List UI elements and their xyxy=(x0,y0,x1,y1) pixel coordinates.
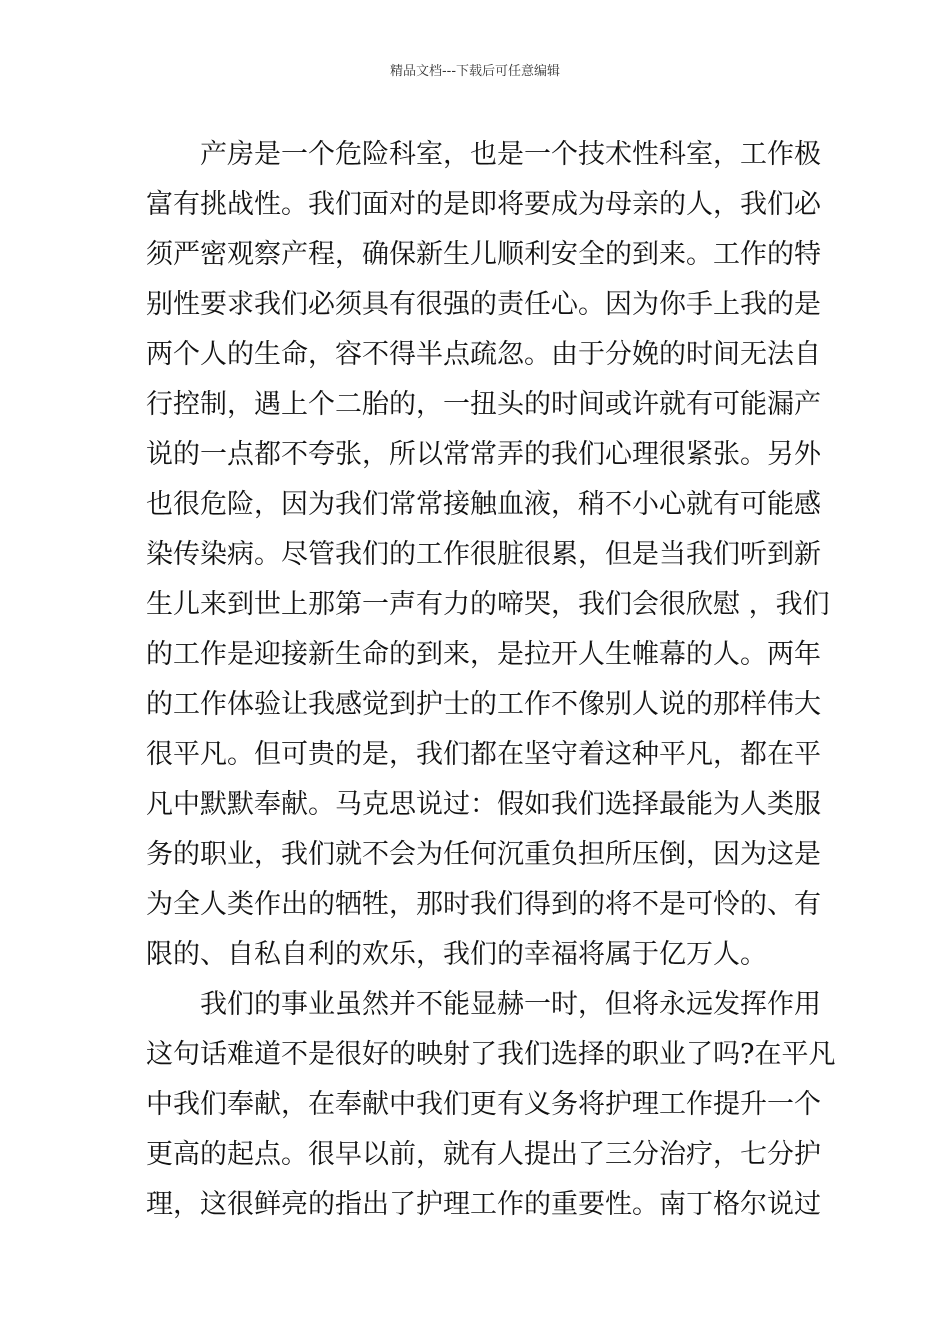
text-line: 中我们奉献，在奉献中我们更有义务将护理工作提升一个 xyxy=(146,1089,821,1120)
document-body xyxy=(146,130,836,1230)
text-line: 理，这很鲜亮的指出了护理工作的重要性。南丁格尔说过 xyxy=(146,1189,821,1220)
text-line: 为全人类作出的牺牲，那时我们得到的将不是可怜的、有 xyxy=(146,889,821,920)
text-line: 这句话难道不是很好的映射了我们选择的职业了吗?在平凡 xyxy=(146,1039,836,1070)
text-line: 生儿来到世上那第一声有力的啼哭，我们会很欣慰 ，我们 xyxy=(146,589,830,620)
text-line: 限的、自私自利的欢乐，我们的幸福将属于亿万人。 xyxy=(146,939,767,970)
paragraph-2 xyxy=(146,980,836,1230)
text-line: 我们的事业虽然并不能显赫一时，但将永远发挥作用 xyxy=(200,989,821,1020)
text-line: 更高的起点。很早以前，就有人提出了三分治疗，七分护 xyxy=(146,1139,821,1170)
page-header: 精品文档---下载后可任意编辑 xyxy=(389,64,561,79)
text-line: 须严密观察产程，确保新生儿顺利安全的到来。工作的特 xyxy=(146,239,821,270)
text-line: 也很危险，因为我们常常接触血液，稍不小心就有可能感 xyxy=(146,489,821,520)
paragraph-1 xyxy=(146,130,830,980)
text-line: 别性要求我们必须具有很强的责任心。因为你手上我的是 xyxy=(146,289,821,320)
text-line: 凡中默默奉献。马克思说过：假如我们选择最能为人类服 xyxy=(146,789,821,820)
text-line: 染传染病。尽管我们的工作很脏很累，但是当我们听到新 xyxy=(146,539,821,570)
text-line: 两个人的生命，容不得半点疏忽。由于分娩的时间无法自 xyxy=(146,339,821,370)
text-line: 的工作体验让我感觉到护士的工作不像别人说的那样伟大 xyxy=(146,689,821,720)
text-line: 富有挑战性。我们面对的是即将要成为母亲的人，我们必 xyxy=(146,189,821,220)
text-line: 的工作是迎接新生命的到来，是拉开人生帷幕的人。两年 xyxy=(146,639,821,670)
text-line: 产房是一个危险科室，也是一个技术性科室，工作极 xyxy=(200,139,821,170)
text-line: 很平凡。但可贵的是，我们都在坚守着这种平凡，都在平 xyxy=(146,739,821,770)
text-line: 行控制，遇上个二胎的，一扭头的时间或许就有可能漏产 xyxy=(146,389,821,420)
text-line: 说的一点都不夸张，所以常常弄的我们心理很紧张。另外 xyxy=(146,439,821,470)
text-line: 务的职业，我们就不会为任何沉重负担所压倒，因为这是 xyxy=(146,839,821,870)
